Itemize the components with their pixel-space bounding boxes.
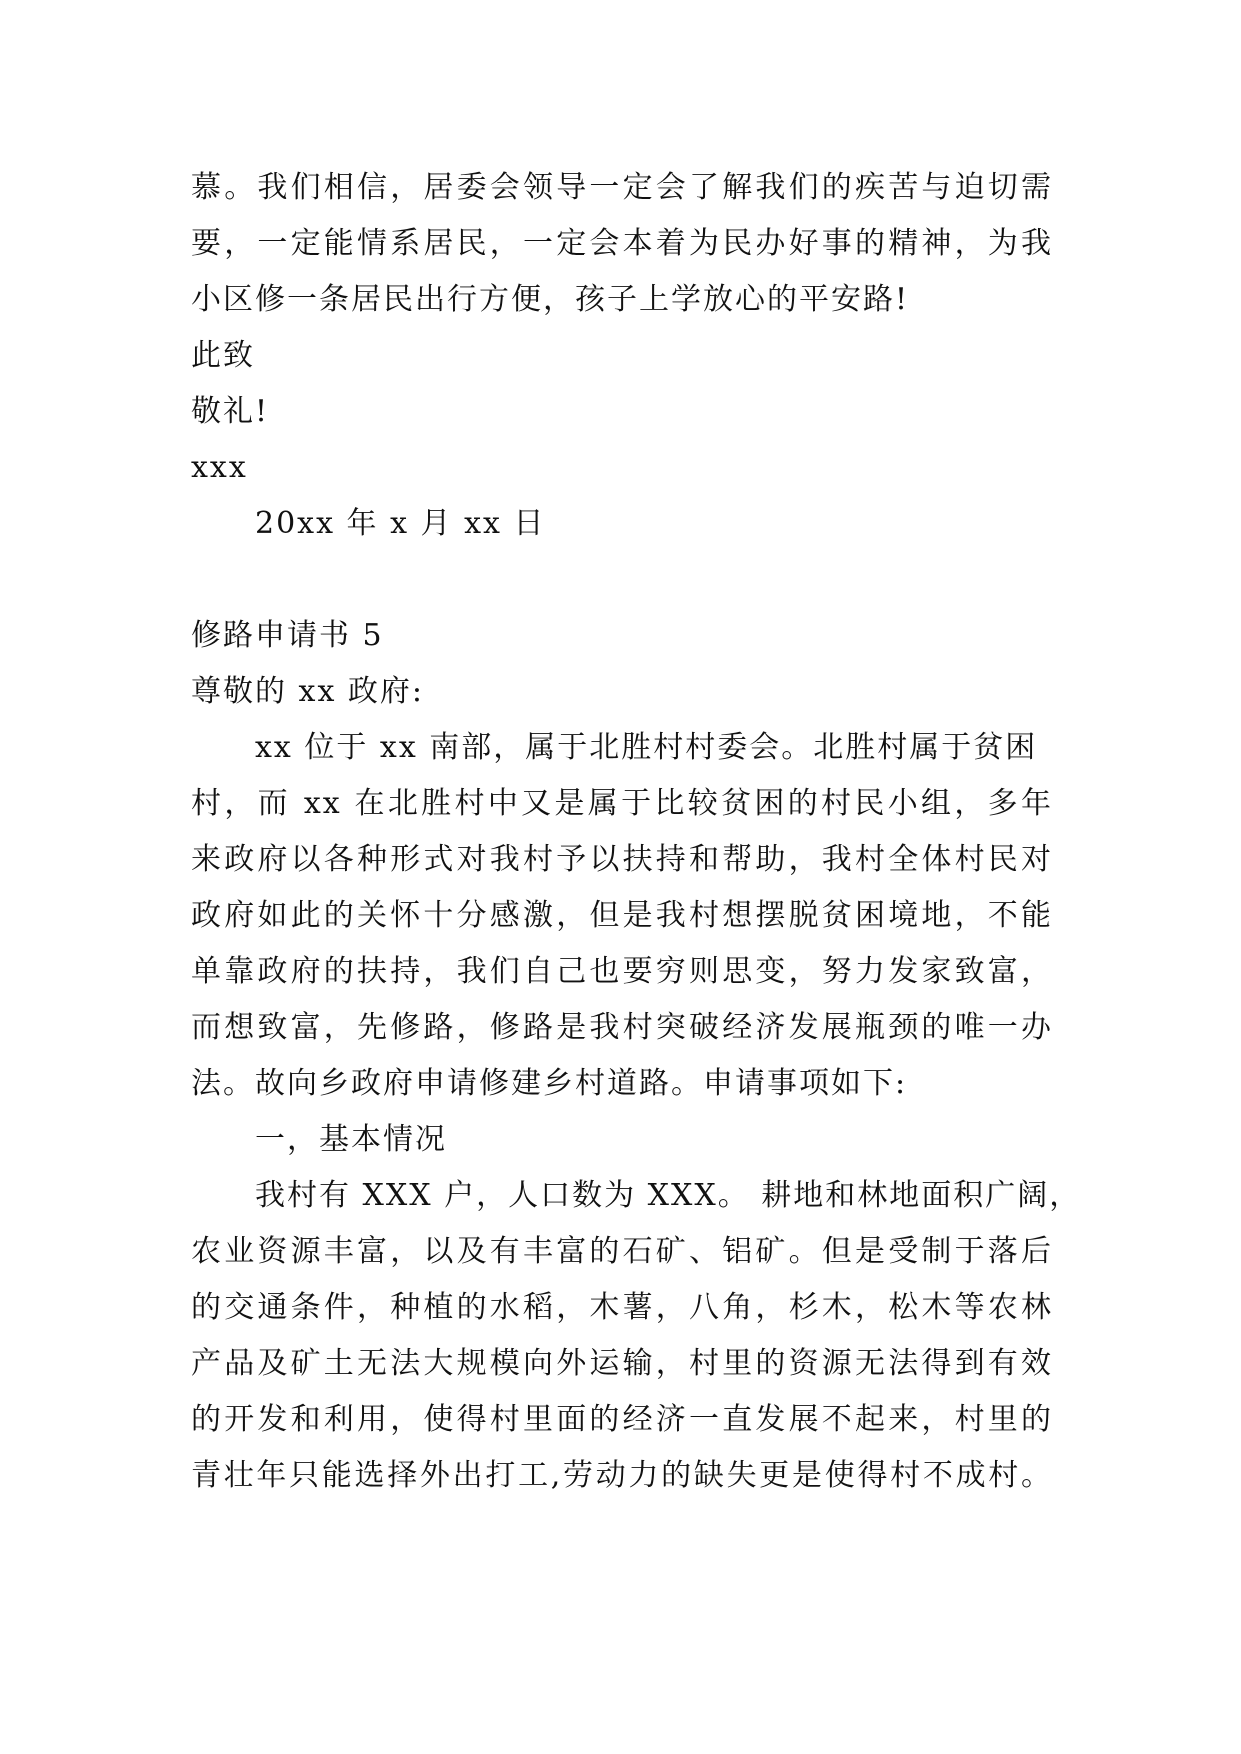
paragraph-line: xx 位于 xx 南部，属于北胜村村委会。北胜村属于贫困 — [255, 730, 1038, 765]
paragraph-line: 的开发和利用，使得村里面的经济一直发展不起来，村里的 — [191, 1402, 1053, 1437]
paragraph-line: 要，一定能情系居民，一定会本着为民办好事的精神，为我 — [191, 226, 1053, 261]
paragraph-line: 我村有 XXX 户，人口数为 XXX。 耕地和林地面积广阔， — [255, 1178, 1082, 1213]
section-heading: 一，基本情况 — [255, 1122, 447, 1157]
signature: xxx — [191, 450, 248, 485]
date-line: 20xx 年 x 月 xx 日 — [255, 506, 546, 541]
paragraph-line: 法。故向乡政府申请修建乡村道路。申请事项如下: — [191, 1066, 908, 1101]
paragraph-line: 青壮年只能选择外出打工,劳动力的缺失更是使得村不成村。 — [191, 1458, 1053, 1493]
paragraph-line: 而想致富，先修路，修路是我村突破经济发展瓶颈的唯一办 — [191, 1010, 1053, 1045]
paragraph-line: 产品及矿土无法大规模向外运输，村里的资源无法得到有效 — [191, 1346, 1053, 1381]
section-title: 修路申请书 5 — [191, 618, 384, 653]
paragraph-line: 来政府以各种形式对我村予以扶持和帮助，我村全体村民对 — [191, 842, 1053, 877]
paragraph-line: 农业资源丰富，以及有丰富的石矿、铝矿。但是受制于落后 — [191, 1234, 1053, 1269]
spacer — [191, 552, 1053, 608]
paragraph-line: 慕。我们相信，居委会领导一定会了解我们的疾苦与迫切需 — [191, 170, 1053, 205]
document-body — [191, 160, 1082, 1504]
closing-line: 此致 — [191, 338, 255, 373]
paragraph-line: 的交通条件，种植的水稻，木薯，八角，杉木，松木等农林 — [191, 1290, 1053, 1325]
salutation: 尊敬的 xx 政府: — [191, 674, 425, 709]
closing-regards: 敬礼! — [191, 394, 270, 429]
paragraph-line: 单靠政府的扶持，我们自己也要穷则思变，努力发家致富， — [191, 954, 1053, 989]
paragraph-line: 政府如此的关怀十分感激，但是我村想摆脱贫困境地，不能 — [191, 898, 1053, 933]
paragraph-line: 村，而 xx 在北胜村中又是属于比较贫困的村民小组，多年 — [191, 786, 1053, 821]
paragraph-line: 小区修一条居民出行方便，孩子上学放心的平安路! — [191, 282, 910, 317]
